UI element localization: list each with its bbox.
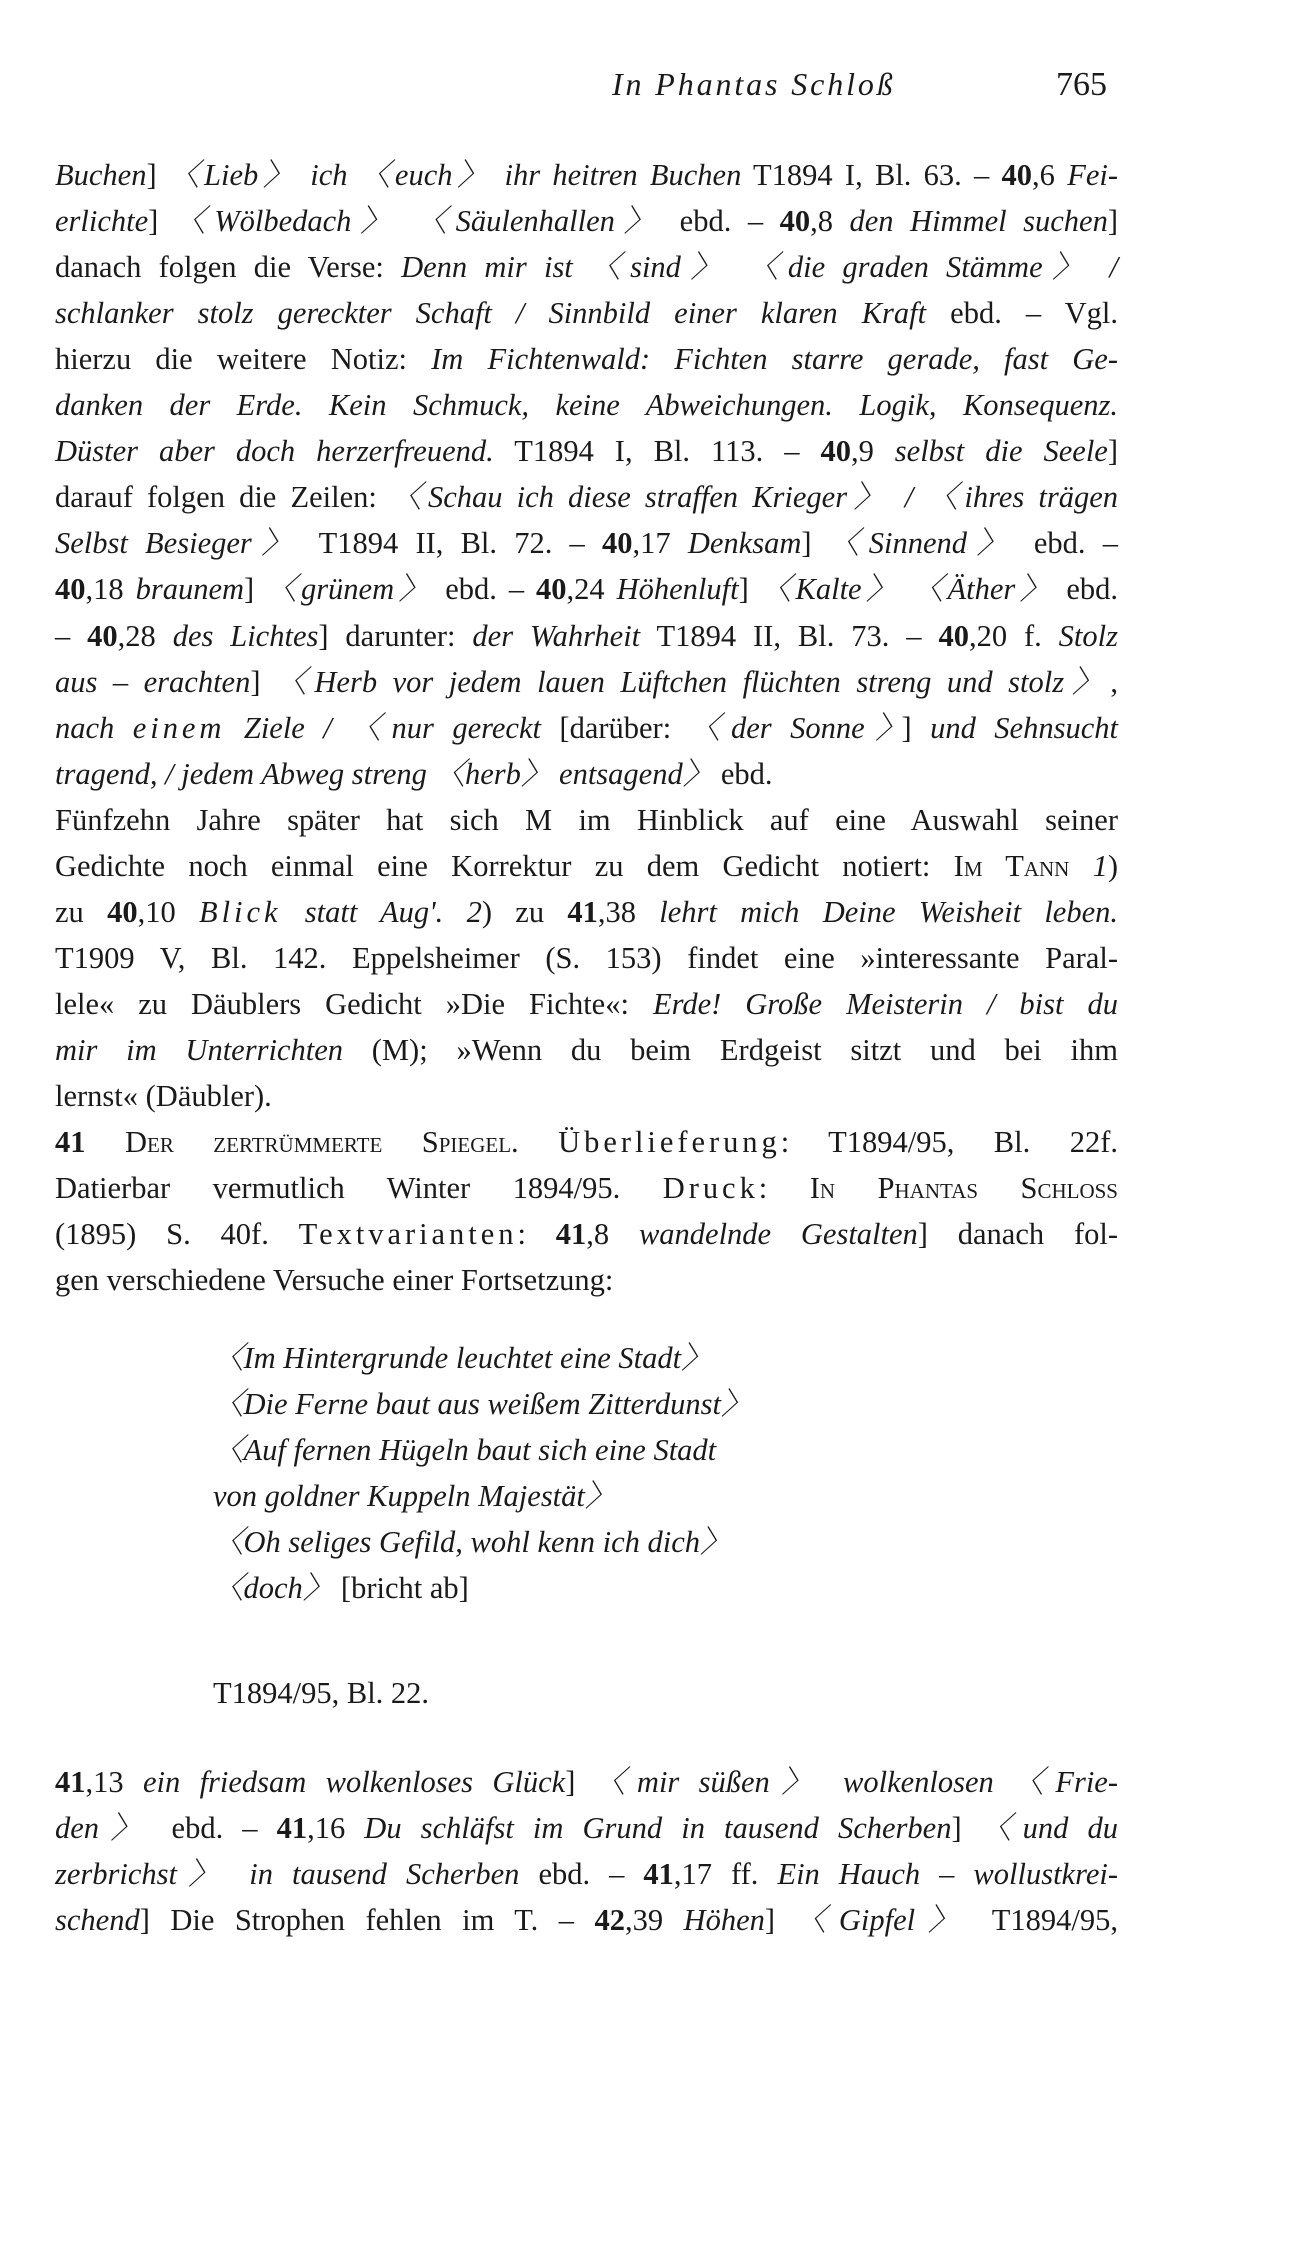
text-segment: und Sehnsucht bbox=[930, 710, 1118, 745]
text-segment: einem bbox=[132, 710, 226, 745]
text-line bbox=[55, 935, 1118, 981]
text-segment: 〈grünem〉 bbox=[266, 572, 434, 607]
text-segment: Textvarianten bbox=[298, 1217, 518, 1252]
text-segment: T1894 II, Bl. 72. – bbox=[301, 526, 603, 561]
text-segment: Gedichte noch einmal eine Korrektur zu dem Gedicht notiert: bbox=[55, 848, 954, 883]
text-segment: ] darunter: bbox=[318, 618, 473, 653]
text-segment: den〉 bbox=[55, 1811, 153, 1845]
text-segment: erlichte bbox=[55, 204, 149, 239]
text-segment: zerbrichst〉 in tausend Scherben bbox=[55, 1857, 520, 1891]
text-line bbox=[55, 613, 1118, 659]
text-segment: (M); »Wenn du beim Erdgeist sitzt und bei ihm bbox=[342, 1032, 1118, 1067]
text-segment: ] bbox=[565, 1765, 595, 1799]
text-segment: ,10 bbox=[137, 894, 199, 929]
text-segment: 〈Auf fernen Hügeln baut sich eine Stadt bbox=[213, 1433, 717, 1467]
text-segment: 〈Im Hintergrunde leuchtet eine Stadt〉 bbox=[213, 1341, 712, 1375]
text-segment: der Wahrheit bbox=[472, 618, 641, 653]
text-segment: ebd. – bbox=[152, 1811, 277, 1845]
text-segment: ,6 bbox=[1032, 158, 1068, 192]
text-line bbox=[55, 889, 1118, 935]
text-segment: selbst die Seele bbox=[894, 434, 1108, 469]
text-segment: 1 bbox=[1092, 848, 1108, 883]
text-segment: ,17 ff. bbox=[673, 1857, 778, 1891]
text-segment: ,17 bbox=[632, 526, 688, 561]
text-line bbox=[55, 244, 1118, 290]
text-segment: : bbox=[517, 1217, 556, 1252]
text-segment: 〈Kalte〉 〈Äther〉 bbox=[760, 572, 1055, 607]
text-segment: [darüber: bbox=[540, 710, 690, 745]
text-segment: 40 bbox=[602, 526, 633, 561]
text-segment: ,20 f. bbox=[968, 618, 1059, 653]
text-segment bbox=[86, 1125, 125, 1159]
text-segment: T1894 I, Bl. 113. – bbox=[493, 434, 821, 469]
text-segment: ebd. – bbox=[519, 1857, 644, 1891]
text-segment: Im Tann bbox=[953, 848, 1070, 883]
text-segment: 〈Die Ferne baut aus weißem Zitterdunst〉 bbox=[213, 1387, 752, 1421]
text-segment: wandelnde Gestalten bbox=[638, 1217, 918, 1252]
text-segment: 〈Wölbedach〉 〈Säulenhallen〉 bbox=[174, 204, 664, 239]
text-segment: ] bbox=[901, 710, 931, 745]
verse-line bbox=[213, 1473, 1113, 1519]
text-segment: Datierbar vermutlich Winter 1894/95. bbox=[55, 1171, 663, 1206]
text-segment: ebd. bbox=[713, 756, 773, 791]
text-segment: : T1894/95, Bl. 22f. bbox=[780, 1125, 1118, 1160]
text-segment: ] bbox=[801, 526, 829, 561]
text-segment: tragend, / jedem Abweg streng 〈herb〉 entsagend〉 bbox=[55, 756, 714, 791]
text-segment: 40 bbox=[107, 894, 138, 929]
text-segment: ,18 bbox=[85, 572, 136, 607]
text-segment: ) bbox=[1107, 848, 1119, 883]
text-segment: 41 bbox=[555, 1217, 587, 1252]
text-segment: lernst« (Däubler). bbox=[55, 1079, 272, 1113]
text-segment: ] bbox=[1107, 434, 1118, 469]
text-line bbox=[55, 290, 1118, 336]
text-line bbox=[55, 474, 1118, 520]
text-line bbox=[55, 152, 1118, 198]
text-segment: ein friedsam wolkenloses Glück bbox=[142, 1765, 566, 1799]
text-segment: ,24 bbox=[566, 572, 617, 607]
verse-line bbox=[213, 1670, 1113, 1716]
text-segment: 2 bbox=[466, 894, 482, 929]
text-segment: Druck bbox=[662, 1171, 759, 1206]
text-line bbox=[55, 843, 1118, 889]
text-segment: nach bbox=[55, 710, 133, 745]
text-segment: ,38 bbox=[597, 894, 660, 929]
text-segment: 〈mir süßen〉 wolkenlosen 〈Frie- bbox=[594, 1765, 1119, 1799]
text-segment: 〈Lieb〉 ich 〈euch〉 ihr heitren Buchen bbox=[168, 158, 742, 192]
text-segment: ] bbox=[244, 572, 267, 607]
text-segment: 40 bbox=[820, 434, 851, 469]
text-line bbox=[55, 1805, 1118, 1851]
text-segment: ebd. – bbox=[1016, 526, 1118, 561]
verse-line bbox=[213, 1519, 1113, 1565]
text-segment: zu bbox=[55, 894, 108, 929]
text-segment bbox=[1069, 849, 1092, 883]
running-title: In Phantas Schloß bbox=[612, 66, 896, 102]
text-line bbox=[55, 659, 1118, 705]
text-segment: ] bbox=[146, 158, 169, 192]
text-segment: mir im Unterrichten bbox=[55, 1032, 343, 1067]
text-line bbox=[55, 1257, 1118, 1303]
text-segment: den Himmel suchen bbox=[849, 204, 1108, 239]
text-line bbox=[55, 1211, 1118, 1257]
text-segment: schlanker stolz gereckter Schaft / Sinnbild einer klaren Kraft bbox=[55, 296, 927, 331]
text-segment: 〈Oh seliges Gefild, wohl kenn ich dich〉 bbox=[213, 1525, 731, 1559]
text-segment: ,39 bbox=[624, 1903, 684, 1937]
text-segment: lehrt mich Deine Weisheit leben. bbox=[659, 894, 1118, 929]
text-segment: Denksam bbox=[687, 526, 802, 561]
text-segment: statt Aug'. bbox=[281, 894, 444, 929]
text-segment: [bricht ab] bbox=[333, 1571, 469, 1605]
text-segment: 〈und du bbox=[980, 1811, 1118, 1845]
text-segment: von goldner Kuppeln Majestät〉 bbox=[213, 1479, 616, 1513]
text-segment: Selbst Besieger〉 bbox=[55, 526, 302, 561]
text-segment: ] bbox=[738, 572, 761, 607]
text-line bbox=[55, 1073, 1118, 1119]
text-segment: ] bbox=[148, 204, 175, 239]
text-segment bbox=[443, 895, 466, 929]
text-line bbox=[55, 705, 1118, 751]
text-segment: 41 bbox=[55, 1125, 86, 1160]
text-segment: 〈Sinnend〉 bbox=[828, 526, 1017, 561]
text-line bbox=[55, 1165, 1118, 1211]
text-segment: : bbox=[758, 1171, 810, 1206]
text-segment: ] bbox=[951, 1811, 981, 1845]
text-line bbox=[55, 1851, 1118, 1897]
text-segment: – bbox=[55, 618, 88, 653]
text-segment: Düster aber doch herzerfreuend. bbox=[55, 434, 494, 469]
text-segment: 〈Gipfel〉 bbox=[795, 1903, 972, 1937]
text-segment: In Phantas Schloss bbox=[809, 1171, 1118, 1206]
text-segment: ,9 bbox=[850, 434, 895, 469]
text-segment: ] Die Strophen fehlen im T. – bbox=[139, 1903, 595, 1937]
text-segment: ) zu bbox=[481, 894, 568, 929]
text-segment: 41 bbox=[276, 1811, 308, 1845]
text-segment: 〈Herb vor jedem lauen Lüftchen flüchten streng und stolz〉 bbox=[276, 664, 1111, 699]
text-segment: ] bbox=[764, 1903, 796, 1937]
text-segment: danken der Erde. Kein Schmuck, keine Abweichungen. Logik, Konsequenz. bbox=[55, 388, 1118, 423]
text-segment: Buchen bbox=[55, 158, 147, 192]
text-segment: ebd. – bbox=[433, 572, 537, 607]
text-segment: ,13 bbox=[85, 1765, 143, 1799]
text-segment: T1894/95, Bl. 22. bbox=[213, 1676, 430, 1710]
text-segment: Überlieferung bbox=[558, 1125, 781, 1160]
text-segment: 〈doch〉 bbox=[213, 1571, 334, 1605]
text-segment: 41 bbox=[643, 1857, 674, 1891]
text-segment: , bbox=[1110, 664, 1119, 699]
text-segment: Blick bbox=[198, 894, 282, 929]
text-segment: T1894/95, bbox=[971, 1903, 1118, 1937]
text-line bbox=[55, 797, 1118, 843]
text-segment: des Lichtes bbox=[172, 618, 319, 653]
verse-line bbox=[213, 1565, 1113, 1611]
text-segment: 40 bbox=[536, 572, 567, 607]
verse-line bbox=[213, 1335, 1113, 1381]
text-segment: ,8 bbox=[810, 204, 850, 239]
text-line bbox=[55, 981, 1118, 1027]
verse-line bbox=[213, 1381, 1113, 1427]
text-segment: Der zertrümmerte Spiegel bbox=[124, 1125, 512, 1160]
text-segment: Fei- bbox=[1067, 158, 1118, 192]
text-segment: Höhenluft bbox=[616, 572, 739, 607]
text-segment: aus – erachten bbox=[55, 664, 251, 699]
text-segment: T1894 I, Bl. 63. – bbox=[741, 158, 1002, 192]
text-segment: 40 bbox=[87, 618, 118, 653]
text-segment: schend bbox=[55, 1903, 140, 1937]
text-segment: Fünfzehn Jahre später hat sich M im Hinblick auf eine Auswahl seiner bbox=[55, 802, 1118, 837]
text-segment: ebd. – bbox=[663, 204, 780, 239]
text-segment: 41 bbox=[55, 1765, 86, 1799]
text-segment: 〈Schau ich diese straffen Krieger〉 / 〈ihres trägen bbox=[390, 480, 1118, 515]
text-line bbox=[55, 1759, 1118, 1805]
text-segment: Stolz bbox=[1058, 618, 1118, 653]
text-segment: 40 bbox=[779, 204, 811, 239]
text-segment: ,8 bbox=[586, 1217, 639, 1252]
text-segment: 41 bbox=[567, 894, 598, 929]
text-line bbox=[55, 520, 1118, 566]
text-segment: Erde! Große Meisterin / bist du bbox=[652, 986, 1118, 1021]
text-segment: (1895) S. 40f. bbox=[55, 1217, 299, 1252]
text-segment: ] bbox=[250, 664, 277, 699]
text-segment: T1894 II, Bl. 73. – bbox=[640, 618, 939, 653]
text-segment: Du schläfst im Grund in tausend Scherben bbox=[364, 1811, 952, 1845]
text-segment: danach folgen die Verse: bbox=[55, 250, 402, 285]
text-segment: 42 bbox=[594, 1903, 625, 1937]
page-number: 765 bbox=[1056, 66, 1107, 103]
text-segment: Denn mir ist 〈sind〉 〈die graden Stämme〉 / bbox=[401, 250, 1118, 285]
text-segment: . bbox=[511, 1125, 559, 1160]
text-segment: 40 bbox=[55, 572, 86, 607]
text-segment: ebd. – Vgl. bbox=[926, 296, 1118, 331]
text-line bbox=[55, 336, 1118, 382]
text-line bbox=[55, 1119, 1118, 1165]
text-line bbox=[55, 428, 1118, 474]
text-segment: ] danach fol- bbox=[917, 1217, 1118, 1252]
text-segment: T1909 V, Bl. 142. Eppelsheimer (S. 153) findet eine »interessante Paral- bbox=[55, 940, 1118, 975]
text-segment: darauf folgen die Zeilen: bbox=[55, 480, 391, 515]
text-segment: 40 bbox=[938, 618, 969, 653]
text-segment: Ein Hauch – wollustkrei- bbox=[777, 1857, 1118, 1891]
text-segment: 〈der Sonne〉 bbox=[689, 710, 902, 745]
text-segment: ,16 bbox=[307, 1811, 365, 1845]
text-segment: ] bbox=[1107, 204, 1118, 239]
text-line bbox=[55, 751, 1118, 797]
text-segment: Höhen bbox=[683, 1903, 765, 1937]
text-segment: lele« zu Däublers Gedicht »Die Fichte«: bbox=[55, 986, 653, 1021]
text-segment: gen verschiedene Versuche einer Fortsetzung: bbox=[55, 1263, 614, 1298]
text-segment: hierzu die weitere Notiz: bbox=[55, 342, 432, 377]
text-line bbox=[55, 1027, 1118, 1073]
text-segment: Im Fichtenwald: Fichten starre gerade, fast Ge- bbox=[431, 342, 1118, 377]
text-line bbox=[55, 566, 1118, 612]
text-segment: ebd. bbox=[1054, 572, 1119, 607]
text-line bbox=[55, 198, 1118, 244]
verse-line bbox=[213, 1427, 1113, 1473]
text-line bbox=[55, 1897, 1118, 1943]
text-segment: braunem bbox=[135, 572, 245, 607]
text-line bbox=[55, 382, 1118, 428]
text-segment: 40 bbox=[1001, 158, 1033, 192]
text-segment: Ziele / 〈nur gereckt bbox=[225, 710, 541, 745]
text-segment: ,28 bbox=[117, 618, 173, 653]
